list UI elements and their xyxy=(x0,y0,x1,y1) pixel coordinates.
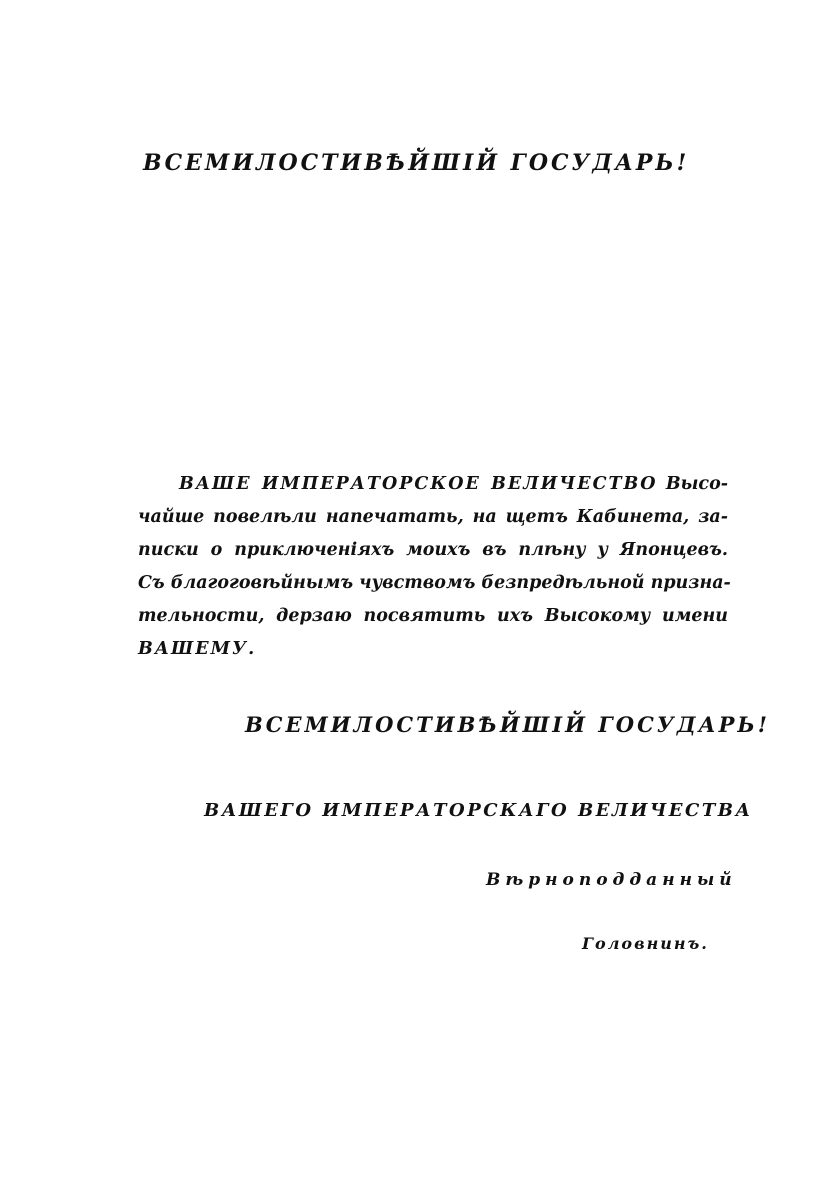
salutation-heading-top: ВСЕМИЛОСТИВѢЙШІЙ ГОСУДАРЬ! xyxy=(143,150,690,176)
dedication-line xyxy=(138,468,728,501)
majesty-closing-line: ВАШЕГО ИМПЕРАТОРСКАГО ВЕЛИЧЕСТВА xyxy=(204,800,753,821)
dedication-line-6 xyxy=(138,633,728,666)
dedication-line-3: писки о приключеніяхъ моихъ въ плѣну у Японцевъ. xyxy=(138,540,728,560)
author-signature: Головнинъ. xyxy=(582,934,709,953)
majesty-title-inline: ВАШЕ ИМПЕРАТОРСКОЕ ВЕЛИЧЕСТВО xyxy=(179,474,658,494)
salutation-heading-bottom: ВСЕМИЛОСТИВѢЙШІЙ ГОСУДАРЬ! xyxy=(245,712,770,737)
your-name-caps: ВАШЕМУ. xyxy=(138,639,257,659)
dedication-line-5: тельности, дерзаю посвятить ихъ Высокому имени xyxy=(138,606,728,626)
dedication-line-4: Съ благоговѣйнымъ чувствомъ безпредѣльной призна- xyxy=(138,573,731,593)
loyal-subject-line: Вѣрноподданный xyxy=(486,870,737,890)
dedication-line-2: чайше повелѣли напечатать, на щетъ Кабинета, за- xyxy=(138,507,728,527)
dedication-paragraph xyxy=(138,468,731,666)
dedication-line-1-rest: Высо- xyxy=(665,474,729,494)
